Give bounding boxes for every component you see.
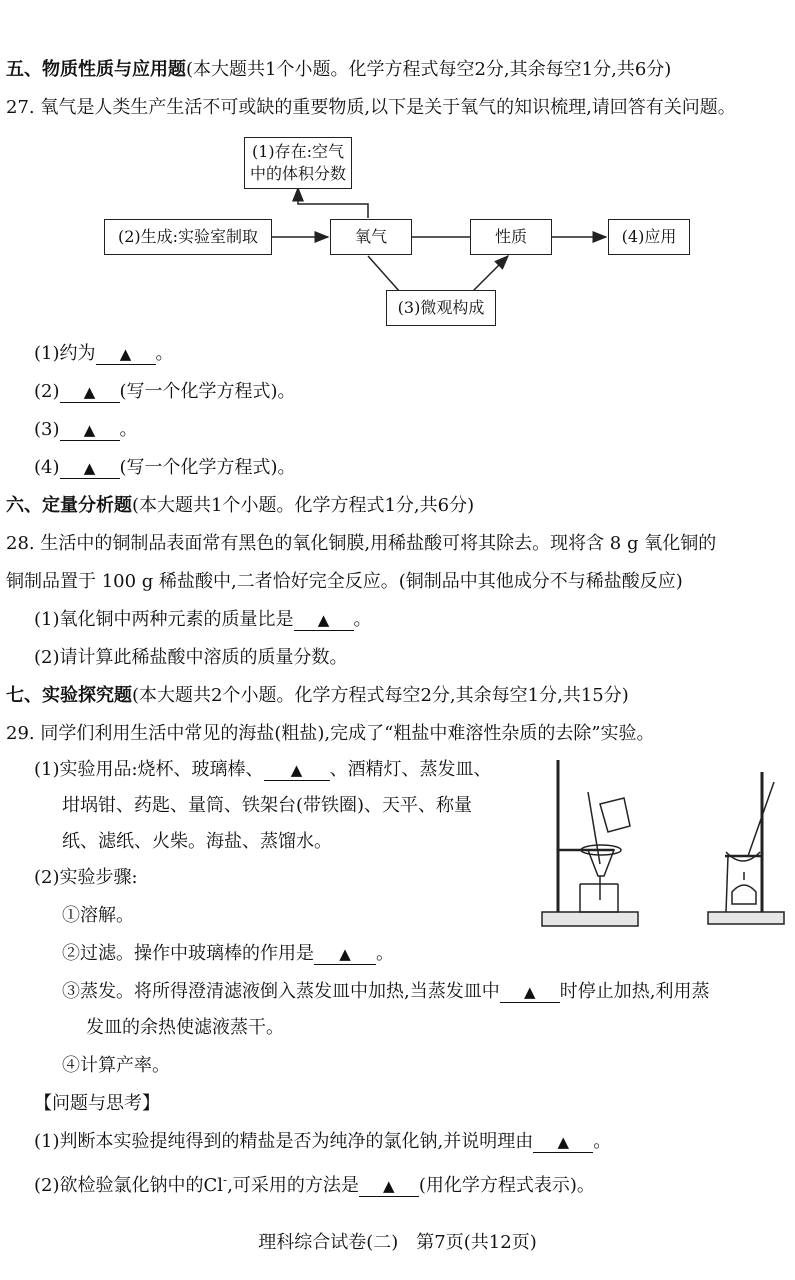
blank-mark: ▲ (119, 345, 132, 363)
blank-mark: ▲ (83, 383, 96, 401)
section6-title: 六、定量分析题 (6, 495, 132, 516)
exist-line1: (1)存在:空气 (251, 142, 345, 161)
answer-blank[interactable] (264, 760, 330, 781)
q29-stem: 29. 同学们利用生活中常见的海盐(粗盐),完成了“粗盐中难溶性杂质的去除”实验。 (6, 723, 655, 744)
exist-box (244, 137, 352, 189)
q29-t2-pre: (2)欲检验氯化钠中的Cl (34, 1175, 224, 1196)
q29-think-heading: 【问题与思考】 (34, 1093, 160, 1114)
q27-answer-2 (34, 380, 296, 404)
q29-step2 (62, 942, 394, 966)
section6-desc: (本大题共1个小题。化学方程式1分,共6分) (132, 495, 475, 516)
blank-mark: ▲ (339, 945, 351, 963)
q29-t1-pre: (1)判断本实验提纯得到的精盐是否为纯净的氯化钠,并说明理由 (34, 1131, 534, 1152)
blank-mark: ▲ (523, 983, 536, 1001)
line-oxygen-to-micro (368, 256, 400, 292)
q27-a3-post: 。 (119, 419, 138, 440)
generate-box: (2)生成:实验室制取 (104, 219, 272, 255)
q29-step4: ④计算产率。 (62, 1055, 170, 1076)
q29-t2-mid: ,可采用的方法是 (227, 1175, 359, 1196)
filtration-setup-icon (542, 760, 638, 926)
q28-p1-post: 。 (353, 609, 372, 630)
q29-think1 (34, 1130, 611, 1154)
q29-m1-pre: (1)实验用品:烧杯、玻璃棒、 (34, 759, 264, 780)
q28-part2: (2)请计算此稀盐酸中溶质的质量分数。 (34, 647, 348, 668)
arrow-oxygen-to-exist (298, 188, 368, 218)
section7-title: 七、实验探究题 (6, 685, 132, 706)
lab-apparatus-illustration (530, 752, 790, 942)
answer-blank[interactable] (314, 944, 376, 965)
blank-mark: ▲ (83, 459, 96, 477)
q27-answer-1 (34, 342, 174, 366)
arrow-micro-to-property (472, 256, 508, 292)
q27-a2-pre: (2) (34, 381, 60, 402)
answer-blank[interactable] (60, 420, 120, 441)
blank-mark: ▲ (317, 611, 330, 629)
answer-blank[interactable] (359, 1176, 419, 1197)
section7-desc: (本大题共2个小题。化学方程式每空2分,其余每空1分,共15分) (132, 685, 629, 706)
q27-a1-pre: (1)约为 (34, 343, 96, 364)
page-footer: 理科综合试卷(二) 第7页(共12页) (258, 1232, 537, 1253)
answer-blank[interactable] (533, 1132, 593, 1153)
answer-blank[interactable] (294, 610, 354, 631)
q29-s3-post: 时停止加热,利用蒸 (559, 981, 710, 1002)
q29-s2-post: 。 (376, 943, 394, 964)
q28-p1-pre: (1)氧化铜中两种元素的质量比是 (34, 609, 294, 630)
q28-part1 (34, 608, 372, 632)
q29-t2-post: (用化学方程式表示)。 (418, 1175, 595, 1196)
evaporation-setup-icon (708, 772, 784, 924)
q29-materials-line1 (34, 758, 492, 782)
oxygen-box: 氧气 (330, 219, 412, 255)
answer-blank[interactable] (60, 382, 120, 403)
q29-s2-pre: ②过滤。操作中玻璃棒的作用是 (62, 943, 314, 964)
section5-desc: (本大题共1个小题。化学方程式每空2分,其余每空1分,共6分) (186, 59, 672, 80)
micro-box: (3)微观构成 (386, 290, 496, 326)
answer-blank[interactable] (96, 344, 156, 365)
q29-t2-sup: - (223, 1173, 228, 1187)
q27-answer-3 (34, 418, 138, 442)
q29-s3-pre: ③蒸发。将所得澄清滤液倒入蒸发皿中加热,当蒸发皿中 (62, 981, 500, 1002)
blank-mark: ▲ (290, 761, 303, 779)
section5-title: 五、物质性质与应用题 (6, 59, 186, 80)
q27-a4-pre: (4) (34, 457, 60, 478)
q29-step3-line2: 发皿的余热使滤液蒸干。 (86, 1017, 284, 1038)
blank-mark: ▲ (383, 1177, 395, 1195)
q27-answer-4 (34, 456, 296, 480)
q27-stem: 27. 氧气是人类生产生活不可或缺的重要物质,以下是关于氧气的知识梳理,请回答有关问题。 (6, 97, 736, 118)
q29-m1-post: 、酒精灯、蒸发皿、 (329, 759, 492, 780)
q27-a3-pre: (3) (34, 419, 60, 440)
q29-materials-line2: 坩埚钳、药匙、量筒、铁架台(带铁圈)、天平、称量 (62, 795, 473, 816)
q28-line2: 铜制品置于 100 g 稀盐酸中,二者恰好完全反应。(铜制品中其他成分不与稀盐酸反应) (6, 571, 683, 592)
q29-think2 (34, 1168, 595, 1198)
blank-mark: ▲ (83, 421, 96, 439)
q29-step3 (62, 980, 709, 1004)
section7-heading (6, 684, 629, 708)
q28-line1: 28. 生活中的铜制品表面常有黑色的氧化铜膜,用稀盐酸可将其除去。现将含 8 g 氧化铜的 (6, 533, 717, 554)
q27-a2-post: (写一个化学方程式)。 (119, 381, 296, 402)
answer-blank[interactable] (500, 982, 560, 1003)
property-box: 性质 (470, 219, 552, 255)
q29-t1-post: 。 (593, 1131, 612, 1152)
q29-steps-heading: (2)实验步骤: (34, 867, 138, 888)
exist-line2: 中的体积分数 (249, 164, 346, 183)
q29-materials-line3: 纸、滤纸、火柴。海盐、蒸馏水。 (62, 831, 332, 852)
oxygen-diagram-connectors (0, 0, 795, 340)
q27-a1-post: 。 (155, 343, 174, 364)
section6-heading (6, 494, 474, 518)
q29-step1: ①溶解。 (62, 905, 134, 926)
q27-a4-post: (写一个化学方程式)。 (119, 457, 296, 478)
blank-mark: ▲ (557, 1133, 569, 1151)
answer-blank[interactable] (60, 458, 120, 479)
apply-box: (4)应用 (608, 219, 690, 255)
